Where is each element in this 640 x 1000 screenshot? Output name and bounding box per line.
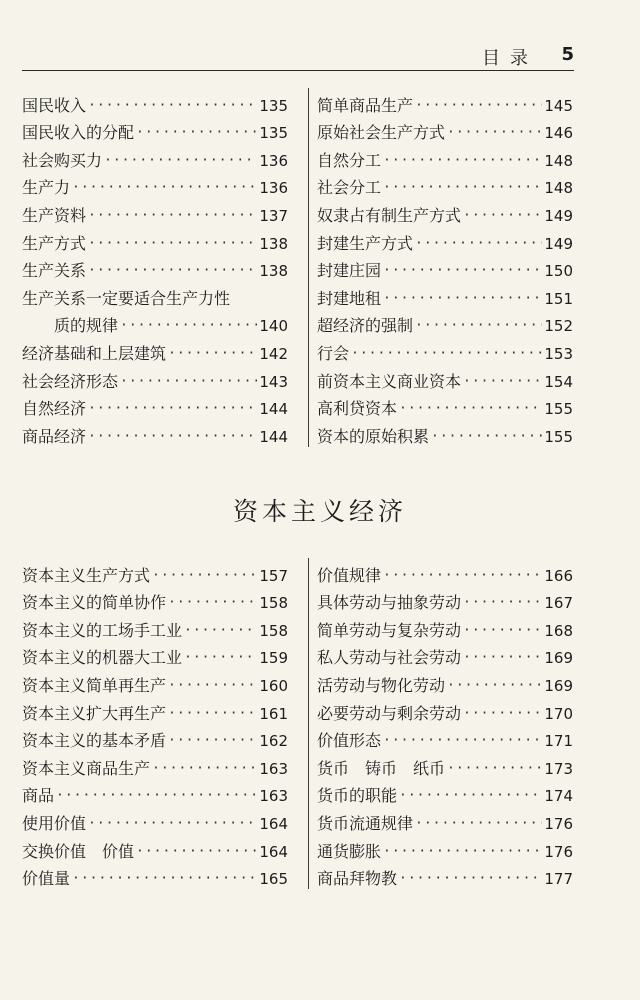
toc-entry	[22, 309, 288, 337]
toc-entry-page: 153	[544, 344, 573, 363]
toc-entry-page: 142	[259, 344, 288, 363]
toc-entry-page: 158	[259, 621, 288, 640]
toc-entry	[317, 751, 573, 779]
toc-entry-title: 价值形态	[317, 731, 382, 751]
toc-entry-page: 143	[259, 372, 288, 391]
toc-entry-page: 169	[544, 676, 573, 695]
toc-entry-page: 148	[544, 151, 573, 170]
toc-entry	[317, 336, 573, 364]
toc-entry-page: 137	[259, 206, 288, 225]
toc-entry-title: 简单劳动与复杂劳动	[317, 620, 462, 640]
toc-entry	[22, 198, 288, 226]
toc-entry	[317, 834, 573, 862]
toc-entry-title: 自然经济	[22, 399, 87, 419]
toc-entry	[317, 419, 573, 447]
toc-entry-title: 社会分工	[317, 178, 382, 198]
running-head: 目录	[482, 48, 538, 69]
dot-leader	[88, 814, 257, 834]
toc-entry	[317, 116, 573, 144]
toc-entry-page: 164	[259, 814, 288, 833]
dot-leader	[447, 676, 542, 696]
dot-leader	[383, 566, 542, 586]
toc-entry-page: 166	[544, 566, 573, 585]
dot-leader	[88, 399, 257, 419]
toc-entry	[22, 806, 288, 834]
toc-entry	[22, 281, 288, 309]
toc-entry	[22, 641, 288, 669]
toc-entry-page: 138	[259, 234, 288, 253]
toc-entry	[317, 613, 573, 641]
toc-entry-title: 使用价值	[22, 813, 87, 833]
toc-entry	[317, 806, 573, 834]
toc-entry	[22, 419, 288, 447]
toc-entry	[317, 862, 573, 890]
toc-entry-page: 146	[544, 124, 573, 143]
toc-entry-title: 货币 铸币 纸币	[317, 758, 446, 778]
toc-entry	[317, 668, 573, 696]
toc-entry-title: 奴隶占有制生产方式	[317, 205, 462, 225]
toc-entry-title: 行会	[317, 343, 350, 363]
toc-entry-title: 国民收入的分配	[22, 123, 135, 143]
dot-leader	[88, 96, 257, 116]
toc-entry	[317, 558, 573, 586]
toc-entry-title: 商品	[22, 786, 55, 806]
toc-entry-title: 原始社会生产方式	[317, 123, 446, 143]
toc-entry	[317, 254, 573, 282]
toc-entry-page: 135	[259, 96, 288, 115]
toc-entry-title: 价值量	[22, 869, 71, 889]
toc-entry-title: 必要劳动与剩余劳动	[317, 703, 462, 723]
toc-entry-title: 活劳动与物化劳动	[317, 675, 446, 695]
dot-leader	[120, 372, 257, 392]
toc-entry-title: 私人劳动与社会劳动	[317, 648, 462, 668]
dot-leader	[415, 96, 542, 116]
toc-entry-page: 163	[259, 787, 288, 806]
toc-entry	[317, 724, 573, 752]
toc-entry-page: 150	[544, 262, 573, 281]
dot-leader	[184, 648, 257, 668]
dot-leader	[168, 593, 257, 613]
toc-entry-title: 具体劳动与抽象劳动	[317, 593, 462, 613]
dot-leader	[168, 704, 257, 724]
dot-leader	[383, 842, 542, 862]
toc-entry	[317, 696, 573, 724]
toc-entry-page: 173	[544, 759, 573, 778]
dot-leader	[383, 261, 542, 281]
toc-entry	[317, 281, 573, 309]
toc-entry-title: 简单商品生产	[317, 95, 414, 115]
toc-entry	[22, 116, 288, 144]
toc-entry	[317, 143, 573, 171]
toc-entry-page: 169	[544, 649, 573, 668]
toc-entry	[22, 364, 288, 392]
toc-entry	[22, 586, 288, 614]
toc-entry-page: 176	[544, 842, 573, 861]
toc-entry-page: 174	[544, 787, 573, 806]
toc-entry	[22, 862, 288, 890]
dot-leader	[351, 344, 542, 364]
dot-leader	[447, 759, 542, 779]
toc-entry	[317, 641, 573, 669]
toc-entry-page: 149	[544, 206, 573, 225]
toc-entry-page: 165	[259, 870, 288, 889]
toc-entry	[317, 198, 573, 226]
toc-entry-page: 151	[544, 289, 573, 308]
toc-entry-page: 136	[259, 151, 288, 170]
dot-leader	[431, 427, 542, 447]
toc-entry	[22, 171, 288, 199]
toc-entry	[317, 88, 573, 116]
dot-leader	[104, 151, 257, 171]
dot-leader	[383, 731, 542, 751]
toc-entry	[317, 226, 573, 254]
dot-leader	[152, 759, 257, 779]
toc-entry-page: 171	[544, 732, 573, 751]
toc-entry-title: 资本主义的工场手工业	[22, 620, 183, 640]
toc-entry-title: 质的规律	[54, 316, 119, 336]
dot-leader	[168, 676, 257, 696]
dot-leader	[463, 372, 542, 392]
toc-entry-title: 生产方式	[22, 233, 87, 253]
dot-leader	[463, 704, 542, 724]
toc-entry-page: 136	[259, 179, 288, 198]
toc-entry	[22, 668, 288, 696]
dot-leader	[152, 566, 257, 586]
toc-entry-page: 140	[259, 317, 288, 336]
toc-entry-page: 162	[259, 732, 288, 751]
toc-entry-title: 生产资料	[22, 205, 87, 225]
toc-entry-title: 封建生产方式	[317, 233, 414, 253]
toc-entry	[22, 88, 288, 116]
dot-leader	[415, 316, 542, 336]
toc-entry	[22, 834, 288, 862]
toc-entry	[317, 779, 573, 807]
dot-leader	[447, 123, 542, 143]
toc-entry	[22, 336, 288, 364]
dot-leader	[399, 399, 542, 419]
toc-entry	[22, 613, 288, 641]
toc-entry-title: 通货膨胀	[317, 841, 382, 861]
toc-entry-page: 167	[544, 594, 573, 613]
toc-entry-title: 资本主义的机器大工业	[22, 648, 183, 668]
toc-entry	[317, 171, 573, 199]
dot-leader	[56, 786, 257, 806]
dot-leader	[383, 151, 542, 171]
toc-entry-page: 160	[259, 676, 288, 695]
toc-entry-page: 170	[544, 704, 573, 723]
dot-leader	[463, 621, 542, 641]
toc-entry-title: 国民收入	[22, 95, 87, 115]
toc-entry-page: 177	[544, 870, 573, 889]
dot-leader	[463, 593, 542, 613]
toc-entry-title: 货币的职能	[317, 786, 398, 806]
toc-entry-page: 154	[544, 372, 573, 391]
toc-entry	[22, 724, 288, 752]
dot-leader	[88, 234, 257, 254]
toc-entry-title: 价值规律	[317, 565, 382, 585]
dot-leader	[415, 234, 542, 254]
toc-entry	[22, 143, 288, 171]
toc-entry-title: 生产力	[22, 178, 71, 198]
toc-entry-title: 资本主义扩大再生产	[22, 703, 167, 723]
section-title: 资本主义经济	[232, 497, 407, 526]
toc-entry-title: 生产关系一定要适合生产力性	[22, 288, 231, 308]
toc-entry-title: 商品经济	[22, 426, 87, 446]
dot-leader	[136, 123, 257, 143]
toc-entry-page: 164	[259, 842, 288, 861]
toc-entry-page: 149	[544, 234, 573, 253]
toc-entry	[22, 226, 288, 254]
toc-entry	[22, 751, 288, 779]
page-number: 5	[561, 44, 574, 65]
dot-leader	[88, 261, 257, 281]
toc-entry-title: 商品拜物教	[317, 869, 398, 889]
toc-entry-page: 158	[259, 594, 288, 613]
toc-entry-title: 高利贷资本	[317, 399, 398, 419]
toc-column-right	[308, 88, 573, 447]
toc-entry	[317, 586, 573, 614]
toc-entry	[22, 696, 288, 724]
toc-entry-title: 货币流通规律	[317, 813, 414, 833]
toc-entry-page: 152	[544, 317, 573, 336]
toc-entry-page: 145	[544, 96, 573, 115]
toc-entry-page: 144	[259, 400, 288, 419]
dot-leader	[383, 289, 542, 309]
dot-leader	[88, 427, 257, 447]
toc-entry	[317, 392, 573, 420]
toc-entry-title: 前资本主义商业资本	[317, 371, 462, 391]
toc-entry-title: 封建地租	[317, 288, 382, 308]
toc-entry	[22, 558, 288, 586]
toc-entry-title: 社会购买力	[22, 150, 103, 170]
toc-entry	[22, 779, 288, 807]
toc-entry-page: 155	[544, 427, 573, 446]
dot-leader	[463, 648, 542, 668]
toc-entry-page: 157	[259, 566, 288, 585]
toc-entry-title: 交换价值 价值	[22, 841, 135, 861]
dot-leader	[168, 731, 257, 751]
dot-leader	[383, 178, 542, 198]
dot-leader	[72, 869, 257, 889]
toc-entry-title: 超经济的强制	[317, 316, 414, 336]
dot-leader	[120, 316, 257, 336]
toc-entry-page: 161	[259, 704, 288, 723]
toc-entry-page: 148	[544, 179, 573, 198]
page-header	[22, 40, 574, 71]
toc-entry-title: 封建庄园	[317, 261, 382, 281]
dot-leader	[72, 178, 257, 198]
toc-entry-title: 社会经济形态	[22, 371, 119, 391]
dot-leader	[399, 869, 542, 889]
toc-entry-title: 资本主义商品生产	[22, 758, 151, 778]
toc-column-right	[308, 558, 573, 889]
toc-column-left	[22, 558, 288, 889]
dot-leader	[184, 621, 257, 641]
toc-entry	[22, 254, 288, 282]
toc-entry-page: 138	[259, 262, 288, 281]
toc-entry-title: 自然分工	[317, 150, 382, 170]
dot-leader	[136, 842, 257, 862]
dot-leader	[168, 344, 257, 364]
toc-entry-page: 135	[259, 124, 288, 143]
dot-leader	[88, 206, 257, 226]
dot-leader	[463, 206, 542, 226]
toc-entry-page: 155	[544, 400, 573, 419]
toc-entry	[317, 364, 573, 392]
toc-entry-title: 资本主义简单再生产	[22, 675, 167, 695]
toc-entry-title: 资本的原始积累	[317, 426, 430, 446]
toc-entry-title: 经济基础和上层建筑	[22, 343, 167, 363]
toc-entry-title: 资本主义的简单协作	[22, 593, 167, 613]
toc-entry-title: 资本主义的基本矛盾	[22, 731, 167, 751]
toc-entry-page: 159	[259, 649, 288, 668]
toc-entry	[22, 392, 288, 420]
toc-entry-page: 144	[259, 427, 288, 446]
toc-entry	[317, 309, 573, 337]
toc-entry-title: 资本主义生产方式	[22, 565, 151, 585]
toc-entry-title: 生产关系	[22, 261, 87, 281]
dot-leader	[399, 786, 542, 806]
toc-entry-page: 163	[259, 759, 288, 778]
toc-entry-page: 176	[544, 814, 573, 833]
toc-column-left	[22, 88, 288, 447]
dot-leader	[415, 814, 542, 834]
toc-entry-page: 168	[544, 621, 573, 640]
